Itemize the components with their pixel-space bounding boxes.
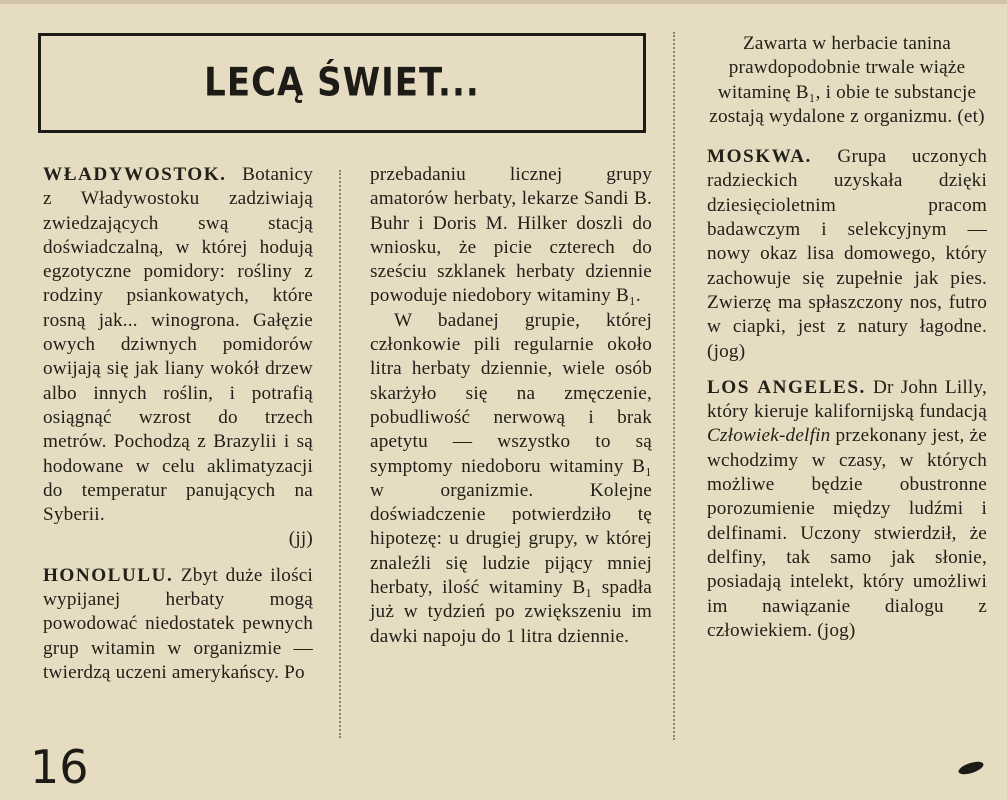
article-body: Zbyt duże ilości wypijanej herbaty mogą powodować niedostatek pewnych grup witamin w organizmie — twierdzą uczeni amerykańscy. Po <box>43 564 313 683</box>
article-body: Grupa uczonych radzieckich uzyskała dzięki dziesięcioletnim pracom badawczym i selekcyjnym — nowy okaz lisa domowego, który zachowuje się zupełnie jak pies. Zwierzę ma spłaszczony nos, futro w ciapki, jest z natury łagodne. (jog) <box>707 146 987 362</box>
article-body: przekonany jest, że wchodzimy w czasy, w których możliwe będzie obustronne porozumienie między ludźmi i delfinami. Uczony stwierdził, że delfiny, tak samo jak słonie, posiadają intelekt, który umożliwi im nawiązanie dialogu z człowiekiem. (jog) <box>707 425 987 641</box>
foundation-name: Człowiek-delfin <box>707 425 831 447</box>
dateline: MOSKWA. <box>707 146 812 168</box>
column-3 <box>707 32 987 643</box>
dateline: WŁADYWOSTOK. <box>43 164 227 185</box>
article-honolulu <box>43 564 313 685</box>
article-continuation: przebadaniu licznej grupy amatorów herbaty, lekarze Sandi B. Buhr i Doris M. Hilker doszli do wniosku, że picie czterech do sześciu szklanek herbaty dziennie powoduje niedobory witaminy B₁. <box>370 164 652 307</box>
article-body: Dr John Lilly, który kieruje kalifornijską fundacją <box>707 376 988 423</box>
article-vladivostok <box>43 163 313 527</box>
column-divider-1 <box>339 170 341 738</box>
article-paragraph: W badanej grupie, której członkowie pili regularnie około litra herbaty dziennie, wiele osób skarżyło się na zmęczenie, pobudliwość nerwową i brak apetytu — wszystko to są symptomy niedoboru witaminy B₁ w organizmie. Kolejne doświadczenie potwierdziło tę hipotezę: u drugiej grupy, w której znaleźli się ludzie pijący mniej herbaty, ilość witaminy B₁ spadła już w tydzień po zwiększeniu im dawki napoju do 1 litra dziennie. <box>370 309 652 647</box>
signature: (jj) <box>288 528 313 550</box>
ink-smudge <box>957 759 985 777</box>
page-number: 16 <box>30 740 89 794</box>
headline: LECĄ ŚWIET... <box>204 60 480 106</box>
article-moscow <box>707 145 987 364</box>
dateline: HONOLULU. <box>43 564 174 586</box>
dateline: LOS ANGELES. <box>707 376 866 398</box>
column-2 <box>370 163 652 649</box>
headline-box <box>38 33 646 133</box>
article-los-angeles <box>707 376 987 643</box>
article-body: Botanicy z Władywostoku zadziwiają zwiedzających swą stacją doświadczalną, w której hodują egzotyczne pomidory: rośliny z rodziny psiankowatych, które rosną jak... winogrona. Gałęzie owych dziwnych pomidorów owijają się jak liany wokół drzew albo innych roślin, i potrafią osiągnąć wzrost do trzech metrów. Pochodzą z Brazylii i są hodowane w celu aklimatyzacji do temperatur panujących na Syberii. <box>43 164 313 526</box>
column-1 <box>43 163 313 685</box>
article-continuation: Zawarta w herbacie tanina prawdopodobnie trwale wiąże witaminę B₁, i obie te substancje zostają wydalone z organizmu. (et) <box>709 33 985 127</box>
column-divider-2 <box>673 32 675 740</box>
page-top-edge <box>0 0 1007 4</box>
